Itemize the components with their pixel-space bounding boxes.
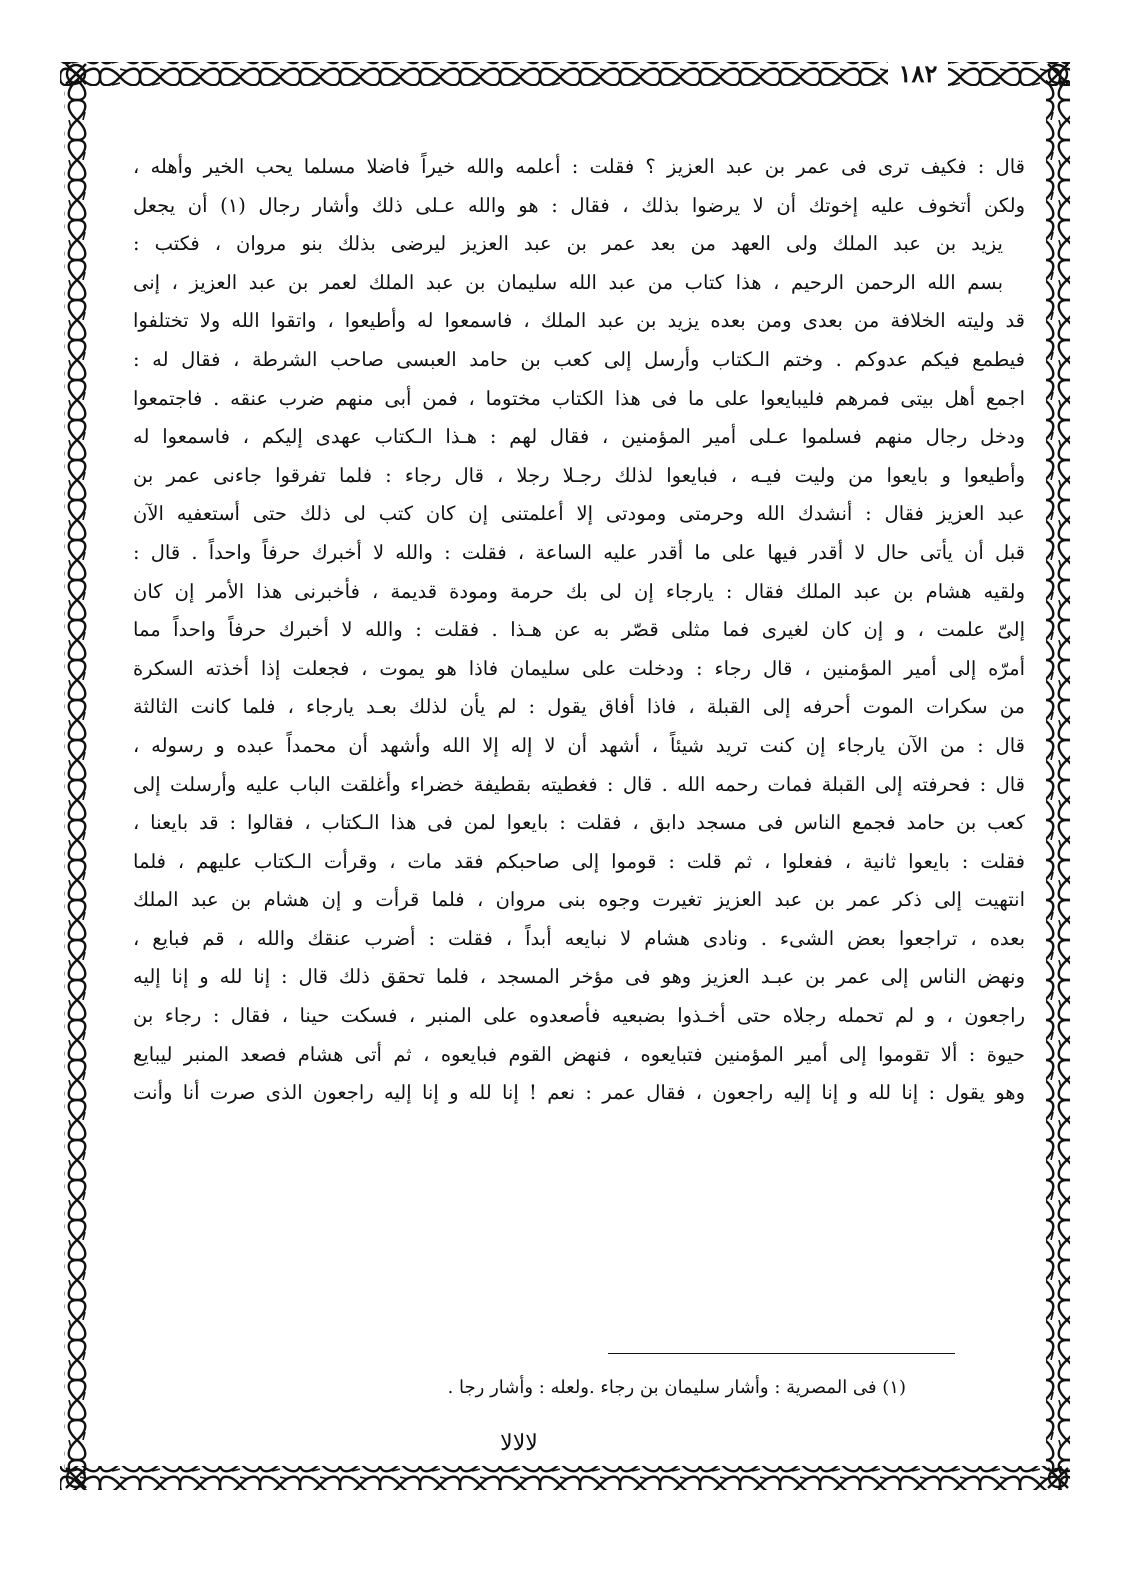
text-line: كعب بن حامد فجمع الناس فى مسجد دابق ، فقلت : بايعوا لمن فى هذا الـكتاب ، فقالوا : قد بايعنا ، <box>133 811 1025 835</box>
text-line: بعده ، تراجعوا بعض الشىء . ونادى هشام لا نبايعه أبداً ، فقلت : أضرب عنقك والله ، قم فبايع ، <box>133 926 1025 950</box>
body-text <box>133 148 1025 1363</box>
footnote-divider <box>608 1353 955 1354</box>
text-line: من سكرات الموت أحرفه إلى القبلة ، فاذا أفاق يقول : لم يأن لذلك بعـد يارجاء ، فلما كانت الثالثة <box>133 695 1025 719</box>
text-line: إلىّ علمت ، و إن كان لغيرى فما مثلى قصّر به عن هـذا . فقلت : والله لا أخبرك حرفاً واحداً مما <box>133 618 1025 642</box>
text-line: فيطمع فيكم عدوكم . وختم الـكتاب وأرسل إلى كعب بن حامد العبسى صاحب الشرطة ، فقال له : <box>133 347 1025 371</box>
text-line: انتهيت إلى ذكر عمر بن عبد العزيز تغيرت وجوه بنى مروان ، فلما قرأت و إن هشام بن عبد الملك <box>133 888 1025 912</box>
page-number: ١٨٢ <box>888 54 948 94</box>
text-line: ونهض الناس إلى عمر بن عبـد العزيز وهو فى مؤخر المسجد ، فلما تحقق ذلك قال : إنا لله و إنا إليه <box>133 965 1025 989</box>
text-line: وهو يقول : إنا لله و إنا إليه راجعون ، فقال عمر : نعم ! إنا لله و إنا إليه راجعون الذى صرت أنا وأنت <box>133 1081 1025 1105</box>
text-line: اجمع أهل بيتى فمرهم فليبايعوا على ما فى هذا الكتاب مختوما ، فمن أبى منهم ضرب عنقه . فاجتمعوا <box>133 386 1025 410</box>
footnote: (١) فى المصرية : وأشار سليمان بن رجاء .ولعله : وأشار رجا . <box>447 1377 906 1398</box>
text-line: وأطيعوا و بايعوا من وليت فيـه ، فبايعوا لذلك رجـلا رجلا ، قال رجاء : فلما تفرقوا جاءنى عمر بن <box>133 463 1025 487</box>
text-line: يزيد بن عبد الملك ولى العهد من بعد عمر بن عبد العزيز ليرضى بذلك بنو مروان ، فكتب : <box>133 232 1003 256</box>
text-line: قبل أن يأتى حال لا أقدر فيها على ما أقدر عليه الساعة ، فقلت : والله لا أخبرك حرفاً واحداً . قال : <box>133 540 1025 564</box>
text-line: حيوة : ألا تقوموا إلى أمير المؤمنين فتبايعوه ، فنهض القوم فبايعوه ، ثم أتى هشام فصعد المنبر ليبايع <box>133 1042 1025 1066</box>
text-line: أمرّه إلى أمير المؤمنين ، قال رجاء : ودخلت على سليمان فاذا هو يموت ، فجعلت إذا أخذته السكرة <box>133 656 1025 680</box>
text-line: قد وليته الخلافة من بعدى ومن بعده يزيد بن عبد الملك ، فاسمعوا له وأطيعوا ، واتقوا الله ولا تختلفوا <box>133 309 1025 333</box>
text-line: عبد العزيز فقال : أنشدك الله وحرمتى ومودتى إلا أعلمتنى إن كان كتب لى ذلك حتى أستعفيه الآن <box>133 502 1025 526</box>
text-line: قال : فحرفته إلى القبلة فمات رحمه الله . قال : فغطيته بقطيفة خضراء وأغلقت الباب عليه وأرسلت إلى <box>133 772 1025 796</box>
text-line: ولكن أتخوف عليه إخوتك أن لا يرضوا بذلك ، فقال : هو والله عـلى ذلك وأشار رجال (١) أن يجعل <box>133 193 1025 217</box>
text-line: فقلت : بايعوا ثانية ، ففعلوا ، ثم قلت : قوموا إلى صاحبكم فقد مات ، وقرأت الـكتاب عليهم ، فلما <box>133 849 1025 873</box>
text-line: بسم الله الرحمن الرحيم ، هذا كتاب من عبد الله سليمان بن عبد الملك لعمر بن عبد العزيز ، إنى <box>133 270 1003 294</box>
text-line: ودخل رجال منهم فسلموا عـلى أمير المؤمنين ، فقال لهم : هـذا الـكتاب عهدى إليكم ، فاسمعوا له <box>133 425 1025 449</box>
text-line: قال : من الآن يارجاء إن كنت تريد شيئاً ، أشهد أن لا إله إلا الله وأشهد أن محمداً عبده و رسوله ، <box>133 733 1025 757</box>
text-line: ولقيه هشام بن عبد الملك فقال : يارجاء إن لى بك حرمة ومودة قديمة ، فأخبرنى هذا الأمر إن كان <box>133 579 1025 603</box>
text-line: راجعون ، و لم تحمله رجلاه حتى أخـذوا بضبعيه فأصعدوه على المنبر ، فسكت حينا ، فقال : رجاء بن <box>133 1004 1025 1028</box>
end-ornament: لالالا <box>500 1431 538 1456</box>
text-line: قال : فكيف ترى فى عمر بن عبد العزيز ؟ فقلت : أعلمه والله خيراً فاضلا مسلما يحب الخير وأهله ، <box>133 155 1025 178</box>
